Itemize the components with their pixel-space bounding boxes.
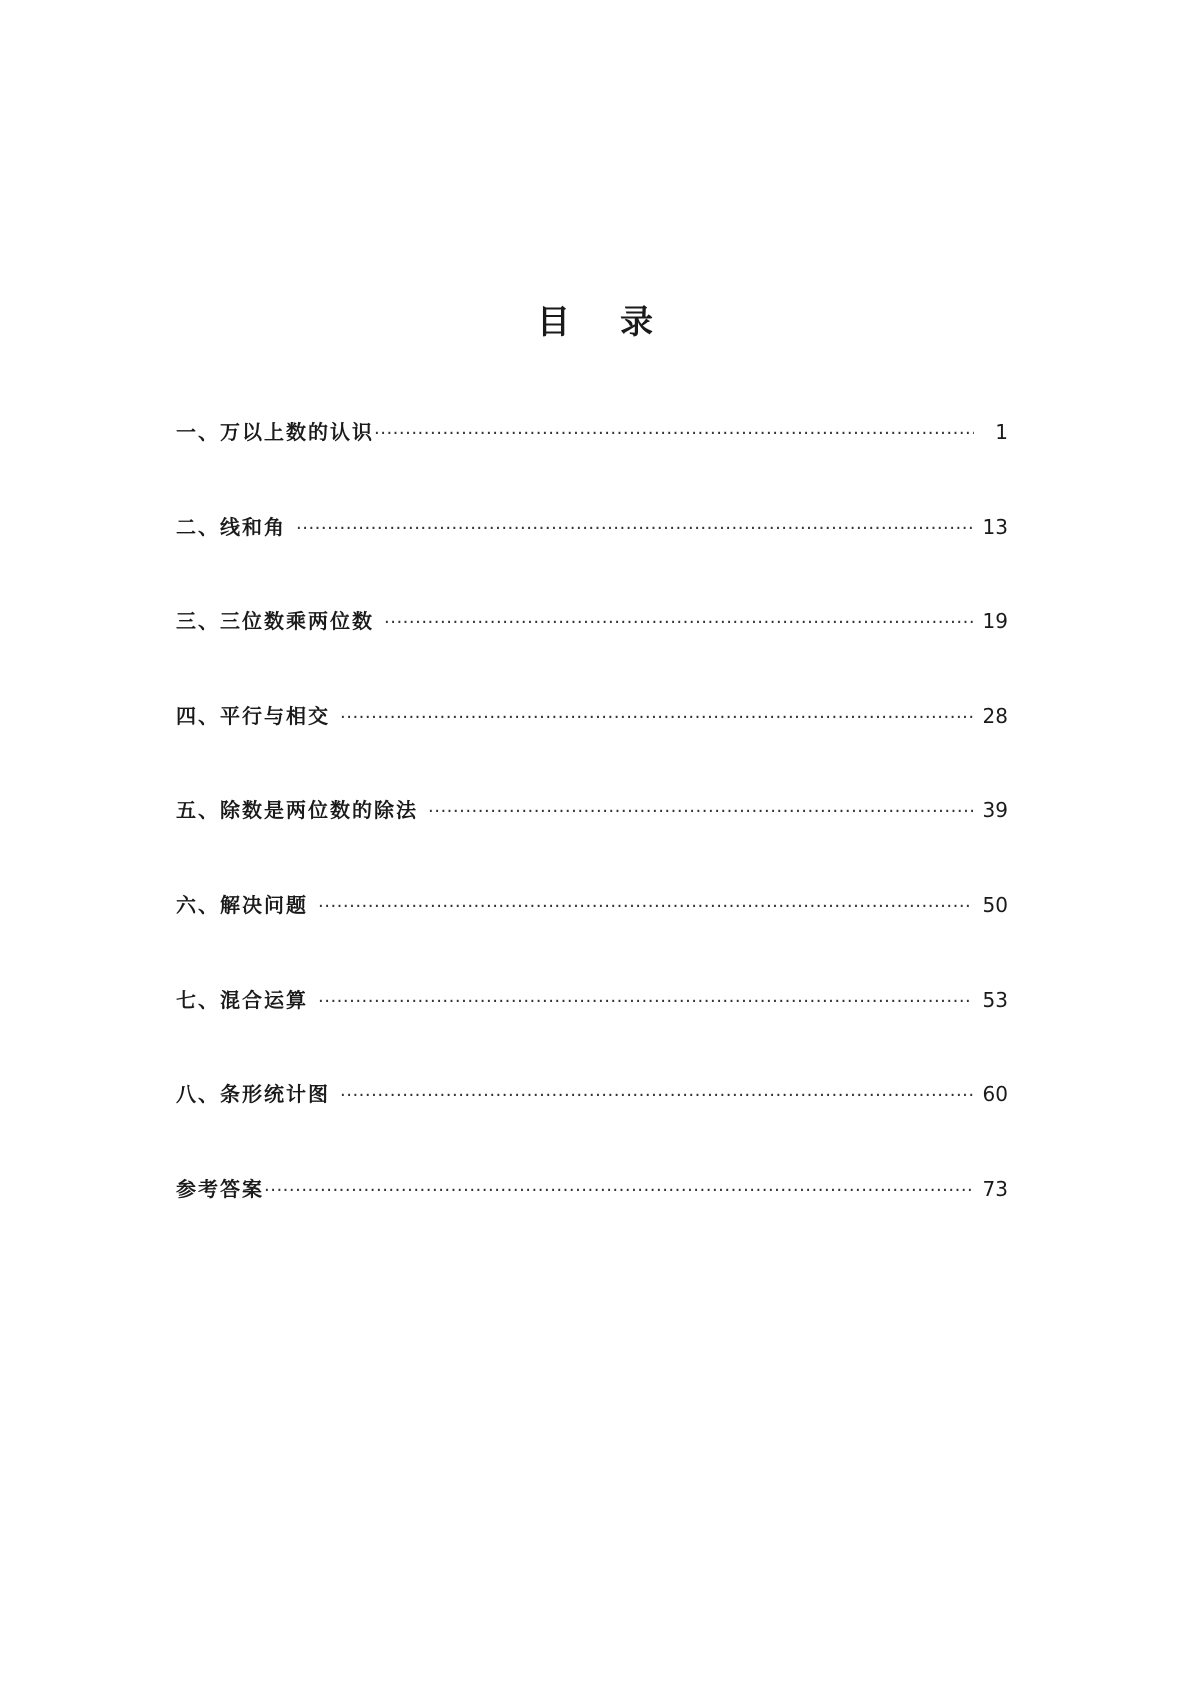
toc-entry-page: 53 (982, 987, 1008, 1012)
toc-entry[interactable] (176, 609, 1008, 704)
dot-leader (374, 422, 974, 446)
toc-entry-label: 八、条形统计图 (176, 1082, 330, 1107)
toc-entry-page: 60 (982, 1082, 1008, 1107)
toc-entry-label: 六、解决问题 (176, 892, 308, 917)
toc-entry[interactable] (176, 704, 1008, 799)
toc-entry-label: 参考答案 (176, 1176, 264, 1201)
toc-entry[interactable] (176, 1082, 1008, 1177)
toc-entry-page: 73 (982, 1176, 1008, 1201)
dot-leader (296, 517, 973, 541)
page-title (0, 302, 1190, 342)
dot-leader (318, 895, 973, 919)
toc-entry-label: 五、除数是两位数的除法 (176, 798, 418, 823)
table-of-contents (176, 420, 1008, 1271)
toc-entry-page: 1 (995, 420, 1008, 444)
toc-entry[interactable] (176, 1177, 1008, 1272)
toc-entry[interactable] (176, 798, 1008, 893)
toc-entry-page: 50 (982, 892, 1008, 917)
toc-entry[interactable] (176, 515, 1008, 610)
title-char-2: 录 (620, 302, 653, 341)
dot-leader (340, 1084, 973, 1108)
toc-entry[interactable] (176, 893, 1008, 988)
title-char-1: 目 (537, 302, 570, 341)
dot-leader (340, 706, 973, 730)
dot-leader (428, 800, 973, 824)
toc-entry-page: 39 (982, 798, 1008, 823)
toc-entry-label: 二、线和角 (176, 514, 286, 539)
toc-entry-page: 13 (982, 514, 1008, 539)
dot-leader (318, 990, 973, 1014)
toc-entry-label: 七、混合运算 (176, 987, 308, 1012)
toc-entry[interactable] (176, 420, 1008, 515)
dot-leader (264, 1179, 973, 1203)
toc-entry-page: 19 (982, 609, 1008, 634)
toc-entry[interactable] (176, 988, 1008, 1083)
toc-entry-page: 28 (982, 703, 1008, 728)
toc-entry-label: 三、三位数乘两位数 (176, 609, 374, 634)
toc-entry-label: 一、万以上数的认识 (176, 420, 374, 444)
toc-entry-label: 四、平行与相交 (176, 703, 330, 728)
dot-leader (384, 611, 973, 635)
